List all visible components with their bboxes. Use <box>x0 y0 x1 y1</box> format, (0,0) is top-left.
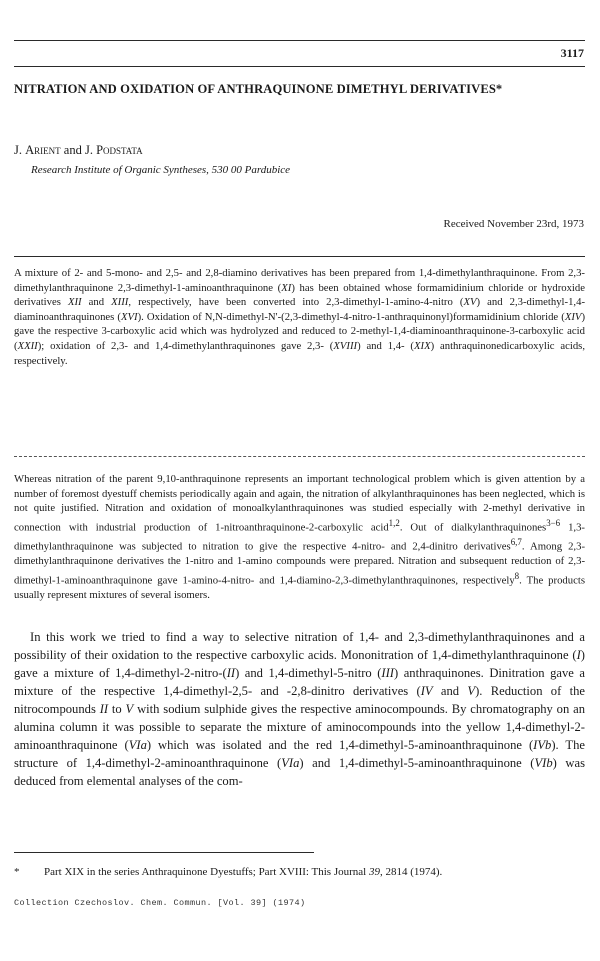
article-title: NITRATION AND OXIDATION OF ANTHRAQUINONE DIMETHYL DERIVATIVES* <box>14 82 503 96</box>
affiliation: Research Institute of Organic Syntheses, 530 00 Pardubice <box>31 164 291 176</box>
body-paragraph-1: Whereas nitration of the parent 9,10-anthraquinone represents an important technological problem which is given attention by a number of foremost dyestuff chemists periodically again and again, the nitration of alkylanthraquinones has been neglected, which is not quite justified. Nitration and oxidation of monoalkylanthraquinones was studied especially with 2-methyl derivative in connection with industrial production of 1-nitroanthraquinone-2-carboxylic acid$^{1,2}$. Out of dialkylanthraquinones$^{3-6}$ 1,3-dimethylanthraquinone was subjected to nitration to give the respective 4-nitro- and 2,4-dinitro derivatives$^{6,7}$. Among 2,3-dimethylanthraquinone derivatives the 1-nitro and 1-amino compounds were prepared. Nitration and subsequent reduction of 2,3-dimethyl-1-aminoanthraquinone gave 1-amino-4-nitro- and 1,4-diamino-2,3-dimethylanthraquinones, respectively$^8$. The products usually represent mixtures of several isomers. <box>14 473 586 601</box>
authors-and: and J. <box>60 143 97 157</box>
author-arient: Arient <box>25 143 61 157</box>
page-number: 3117 <box>560 46 584 60</box>
footnote-rule <box>14 852 314 853</box>
body-paragraph-2: In this work we tried to find a way to selective nitration of 1,4- and 2,3-dimethylanthraquinones and a possibility of their oxidation to the respective carboxylic acids. Mononitration of 1,4-dimethylanthraquinone (I) gave a mixture of 1,4-dimethyl-2-nitro-(II) and 1,4-dimethyl-5-nitro (III) anthraquinones. Dinitration gave a mixture of the respective 1,4-dimethyl-2,5- and -2,8-dinitro derivatives (IV and V). Reduction of the nitrocompounds II to V with sodium sulphide gives the respective aminocompounds. By chromatography on an alumina column it was possible to separate the mixture of aminocompounds into the yellow 1,4-dimethyl-2-aminoanthraquinone (VIa) which was isolated and the red 1,4-dimethyl-5-aminoanthraquinone (IVb). The structure of 1,4-dimethyl-2-aminoanthraquinone (VIa) and 1,4-dimethyl-5-aminoanthraquinone (VIb) was deduced from elemental analyses of the com- <box>14 630 585 788</box>
abstract-bottom-rule <box>14 456 585 457</box>
footnote-marker: * <box>14 866 20 878</box>
header-rule <box>14 66 585 67</box>
abstract: A mixture of 2- and 5-mono- and 2,5- and 2,8-diamino derivatives has been prepared from 1,4-dimethylanthraquinone. From 2,3-dimethylanthraquinone 2,3-dimethyl-1-aminoanthraquinone (XI) has been obtained whose formamidinium chloride or hydroxide derivatives XII and XIII, respectively, have been converted into 2,3-dimethyl-1-amino-4-nitro (XV) and 2,3-dimethyl-1,4-diaminoanthraquinones (XVI). Oxidation of N,N-dimethyl-N'-(2,3-dimethyl-4-nitro-1-anthraquinonyl)formamidinium chloride (XIV) gave the respective 3-carboxylic acid which was hydrolyzed and reduced to 2-methyl-1,4-diaminoanthraquinone-3-carboxylic acid (XXII); oxidation of 2,3- and 1,4-dimethylanthraquinones gave 2,3- (XVIII) and 1,4- (XIX) anthraquinonedicarboxylic acids, respectively. <box>14 267 586 367</box>
journal-citation-line: Collection Czechoslov. Chem. Commun. [Vol. 39] (1974) <box>14 898 306 908</box>
author-line <box>14 143 143 158</box>
author-podstata: Podstata <box>96 143 143 157</box>
abstract-top-rule <box>14 256 585 257</box>
top-rule <box>14 40 585 41</box>
authors-prefix: J. <box>14 143 26 157</box>
received-date: Received November 23rd, 1973 <box>443 218 584 230</box>
footnote: * Part XIX in the series Anthraquinone Dyestuffs; Part XVIII: This Journal 39, 2814 (1974). <box>14 866 443 878</box>
